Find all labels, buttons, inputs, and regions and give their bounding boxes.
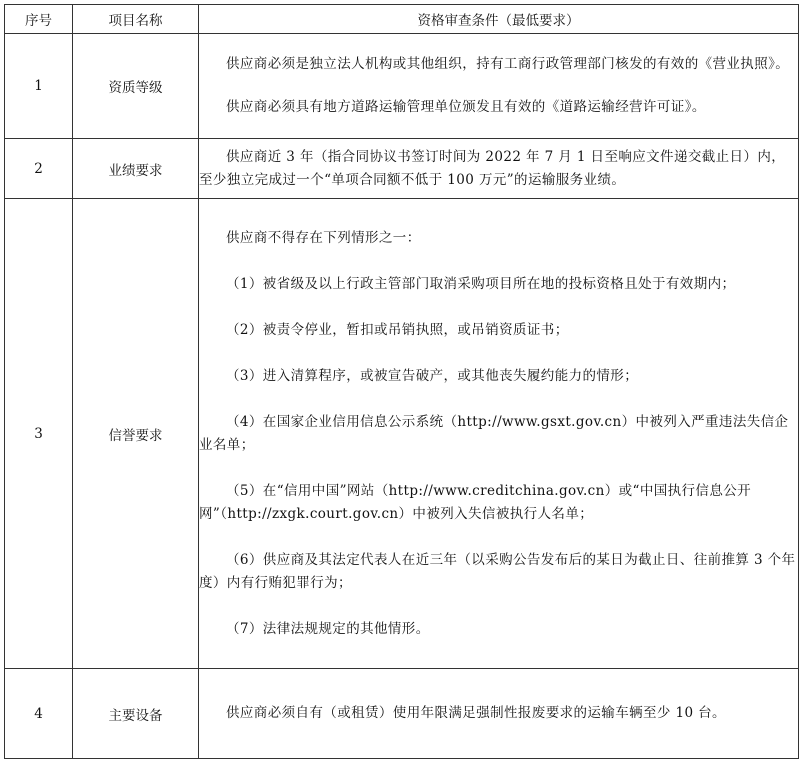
condition-paragraph: （4）在国家企业信用信息公示系统（http://www.gsxt.gov.cn）中被列入严重违法失信企业名单； bbox=[199, 413, 789, 453]
condition-paragraph: （5）在“信用中国”网站（http://www.creditchina.gov.cn）或“中国执行信息公开网”（http://zxgk.court.gov.cn）中被列入失信被执行人名单； bbox=[199, 482, 752, 522]
condition-paragraph: 供应商不得存在下列情形之一： bbox=[226, 229, 421, 246]
row-no: 4 bbox=[5, 669, 73, 759]
header-item-name: 项目名称 bbox=[73, 5, 199, 34]
row-item-name: 主要设备 bbox=[73, 669, 199, 759]
row-condition bbox=[199, 34, 799, 139]
condition-paragraph: （7）法律法规规定的其他情形。 bbox=[226, 620, 430, 637]
condition-paragraph: 供应商必须自有（或租赁）使用年限满足强制性报废要求的运输车辆至少 10 台。 bbox=[226, 705, 726, 721]
condition-paragraph: （1）被省级及以上行政主管部门取消采购项目所在地的投标资格且处于有效期内； bbox=[226, 275, 736, 292]
row-condition bbox=[199, 139, 799, 199]
table-row bbox=[5, 139, 799, 199]
condition-paragraph: 供应商必须是独立法人机构或其他组织，持有工商行政管理部门核发的有效的《营业执照》。 bbox=[226, 56, 790, 72]
row-item-name: 资质等级 bbox=[73, 34, 199, 139]
condition-paragraph: （6）供应商及其法定代表人在近三年（以采购公告发布后的某日为截止日、往前推算 3 个年度）内有行贿犯罪行为； bbox=[199, 551, 796, 591]
row-no: 2 bbox=[5, 139, 73, 199]
condition-paragraph: 供应商近 3 年（指合同协议书签订时间为 2022 年 7 月 1 日至响应文件递交截止日）内，至少独立完成过一个“单项合同额不低于 100 万元”的运输服务业绩。 bbox=[199, 148, 786, 188]
row-no: 1 bbox=[5, 34, 73, 139]
row-condition bbox=[199, 669, 799, 759]
header-row bbox=[5, 5, 799, 34]
table-row bbox=[5, 199, 799, 669]
condition-paragraph: （2）被责令停业，暂扣或吊销执照，或吊销资质证书； bbox=[226, 321, 569, 338]
row-condition bbox=[199, 199, 799, 669]
table-row bbox=[5, 669, 799, 759]
header-condition: 资格审查条件（最低要求） bbox=[199, 5, 799, 34]
row-item-name: 业绩要求 bbox=[73, 139, 199, 199]
qualification-table bbox=[4, 4, 799, 759]
condition-paragraph: 供应商必须具有地方道路运输管理单位颁发且有效的《道路运输经营许可证》。 bbox=[226, 99, 706, 115]
row-item-name: 信誉要求 bbox=[73, 199, 199, 669]
header-no: 序号 bbox=[5, 5, 73, 34]
row-no: 3 bbox=[5, 199, 73, 669]
table-row bbox=[5, 34, 799, 139]
condition-paragraph: （3）进入清算程序，或被宣告破产，或其他丧失履约能力的情形； bbox=[226, 367, 639, 384]
